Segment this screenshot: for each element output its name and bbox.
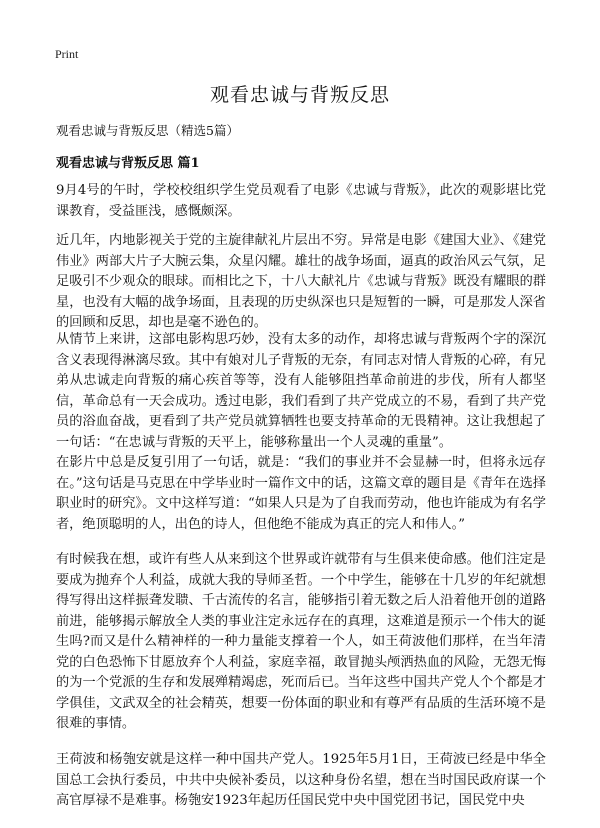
paragraph: 在影片中总是反复引用了一句话，就是：“我们的事业并不会显赫一时，但将永远存在。”这句话是马克思在中学毕业时一篇作文中的话，这篇文章的题目是《青年在选择职业时的研究》。文中这样写道：“如果人只是为了自我而劳动，他也许能成为有名学者，绝顶聪明的人，出色的诗人，但他绝不能成为真正的完人和伟人。” bbox=[56, 455, 546, 532]
page-title: 观看忠诚与背叛反思 bbox=[209, 84, 390, 106]
paragraph: 近几年，内地影视关于党的主旋律献礼片层出不穷。异常是电影《建国大业》、《建党伟业》两部大片子大腕云集，众星闪耀。雄壮的战争场面，逼真的政治风云气氛，足足吸引不少观众的眼球。而相比之下，十八大献礼片《忠诚与背叛》既没有耀眼的群星，也没有大幅的战争场面，且表现的历史纵深也只是短暂的一瞬，可是那发人深省的回顾和反思，却也是毫不逊色的。 bbox=[56, 233, 546, 330]
document-subtitle: 观看忠诚与背叛反思（精选5篇） bbox=[56, 123, 239, 138]
paragraph: 有时候我在想，或许有些人从来到这个世界或许就带有与生俱来使命感。他们注定是要成为抛弃个人利益，成就大我的导师圣哲。一个中学生，能够在十几岁的年纪就想得写得出这样振聋发聩、千古流传的名言，能够指引着无数之后人沿着他开创的道路前进，能够揭示解放全人类的事业注定永远存在的真理，这难道是预示一个伟大的诞生吗?而又是什么精神样的一种力量能支撑着一个人，如王荷波他们那样，在当年清党的白色恐怖下甘愿放弃个人利益，家庭幸福，敢冒抛头颅洒热血的风险，无怨无悔的为一个党派的生存和发展殚精竭虑，死而后已。当年这些中国共产党人个个都是才学俱佳，文武双全的社会精英，想要一份体面的职业和有尊严有品质的生活环境不是很难的事情。 bbox=[56, 552, 546, 731]
paragraph: 王荷波和杨匏安就是这样一种中国共产党人。1925年5月1日，王荷波已经是中华全国总工会执行委员，中共中央候补委员，以这种身份名望，想在当时国民政府谋一个高官厚禄不是难事。杨匏安1923年起历任国民党中央中国党团书记，国民党中央 bbox=[56, 752, 546, 808]
print-link[interactable]: Print bbox=[55, 47, 79, 61]
paragraph: 9月4号的午时，学校校组织学生党员观看了电影《忠诚与背叛》，此次的观影堪比党课教育，受益匪浅，感慨颇深。 bbox=[56, 183, 546, 219]
paragraph: 从情节上来讲，这部电影构思巧妙，没有太多的动作，却将忠诚与背叛两个字的深沉含义表现得淋漓尽致。其中有娘对儿子背叛的无奈，有同志对情人背叛的心碎，有兄弟从忠诚走向背叛的痛心疾首等等，没有人能够阻挡革命前进的步伐，所有人都坚信，革命总有一天会成功。透过电影，我们看到了共产党成立的不易，看到了共产党员的浴血奋战，更看到了共产党员就算牺牲也要支持革命的无畏精神。这让我想起了一句话：“在忠诚与背叛的天平上，能够称量出一个人灵魂的重量”。 bbox=[56, 332, 546, 450]
section-heading: 观看忠诚与背叛反思 篇1 bbox=[56, 156, 200, 171]
